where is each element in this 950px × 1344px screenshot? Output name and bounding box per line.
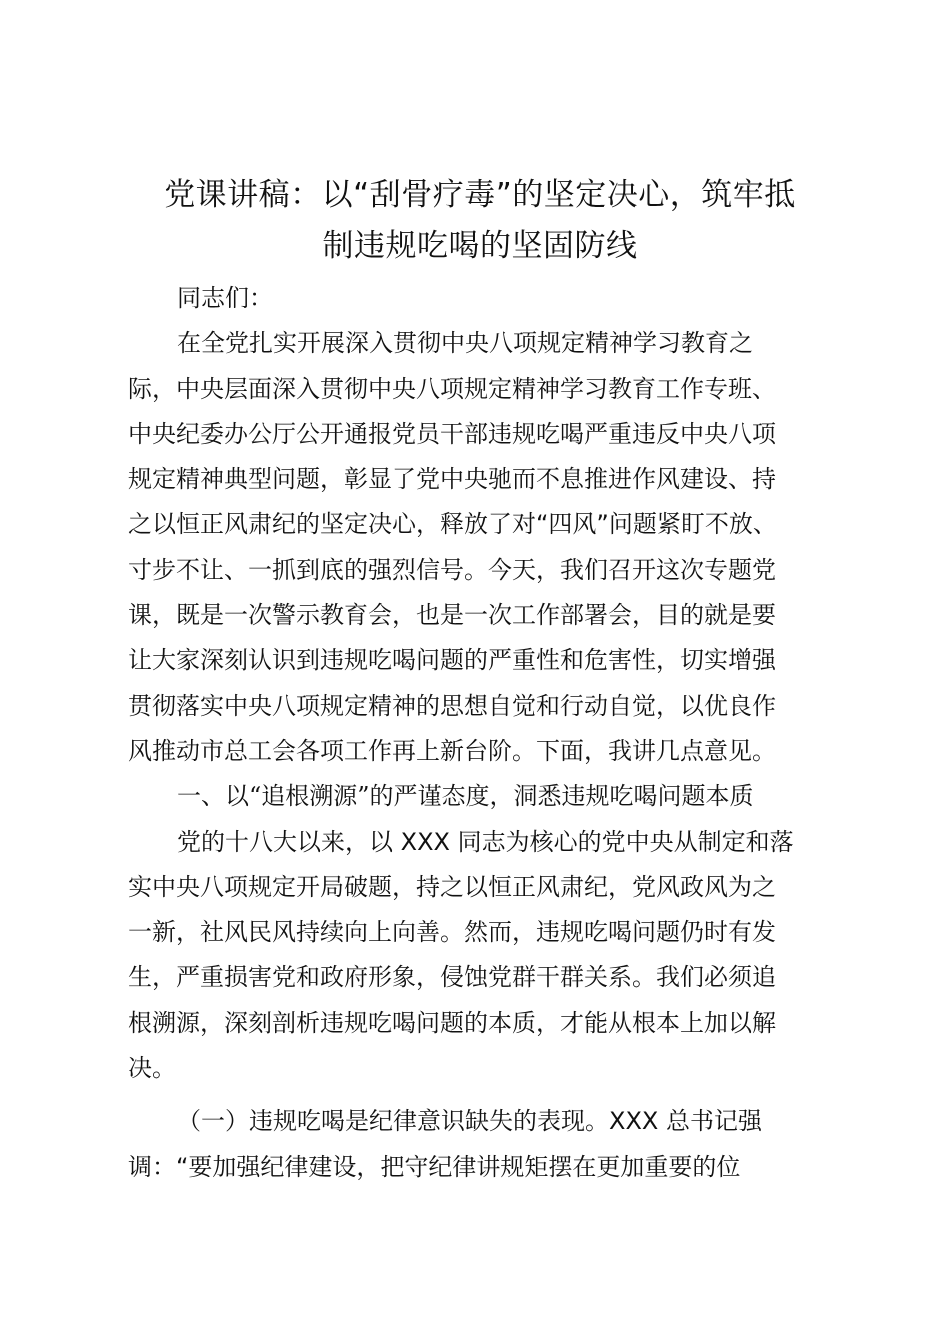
body-line: 生，严重损害党和政府形象，侵蚀党群干群关系。我们必须追 (128, 963, 776, 992)
section-heading: 一、以“追根溯源”的严谨态度，洞悉违规吃喝问题本质 (177, 782, 754, 811)
title-line-2: 制违规吃喝的坚固防线 (322, 228, 638, 264)
body-line: 党的十八大以来，以 XXX 同志为核心的党中央从制定和落 (177, 827, 794, 856)
body-line: 让大家深刻认识到违规吃喝问题的严重性和危害性，切实增强 (128, 646, 776, 675)
body-line: 中央纪委办公厅公开通报党员干部违规吃喝严重违反中央八项 (128, 419, 776, 448)
body-line: 贯彻落实中央八项规定精神的思想自觉和行动自觉，以优良作 (128, 691, 776, 720)
body-line: 一新，社风民风持续向上向善。然而，违规吃喝问题仍时有发 (128, 918, 776, 947)
body-line: 根溯源，深刻剖析违规吃喝问题的本质，才能从根本上加以解 (128, 1008, 776, 1037)
salutation: 同志们： (177, 284, 273, 312)
body-line: 寸步不让、一抓到底的强烈信号。今天，我们召开这次专题党 (128, 555, 776, 584)
body-line: 际，中央层面深入贯彻中央八项规定精神学习教育工作专班、 (128, 374, 776, 403)
body-line: 课，既是一次警示教育会，也是一次工作部署会，目的就是要 (128, 601, 776, 630)
subsection-line: （一）违规吃喝是纪律意识缺失的表现。XXX 总书记强 (177, 1107, 762, 1136)
body-line: 之以恒正风肃纪的坚定决心，释放了对“四风”问题紧盯不放、 (128, 510, 777, 539)
body-line: 调：“要加强纪律建设，把守纪律讲规矩摆在更加重要的位 (128, 1152, 741, 1181)
document-title (110, 170, 850, 272)
document-body (128, 276, 828, 1190)
title-line-1: 党课讲稿：以“刮骨疗毒”的坚定决心，筑牢抵 (164, 177, 796, 213)
body-line: 风推动市总工会各项工作再上新台阶。下面，我讲几点意见。 (128, 736, 776, 765)
body-line: 实中央八项规定开局破题，持之以恒正风肃纪，党风政风为之 (128, 872, 776, 901)
body-line: 规定精神典型问题，彰显了党中央驰而不息推进作风建设、持 (128, 465, 776, 494)
body-line: 在全党扎实开展深入贯彻中央八项规定精神学习教育之 (177, 329, 753, 358)
body-line: 决。 (128, 1054, 176, 1083)
